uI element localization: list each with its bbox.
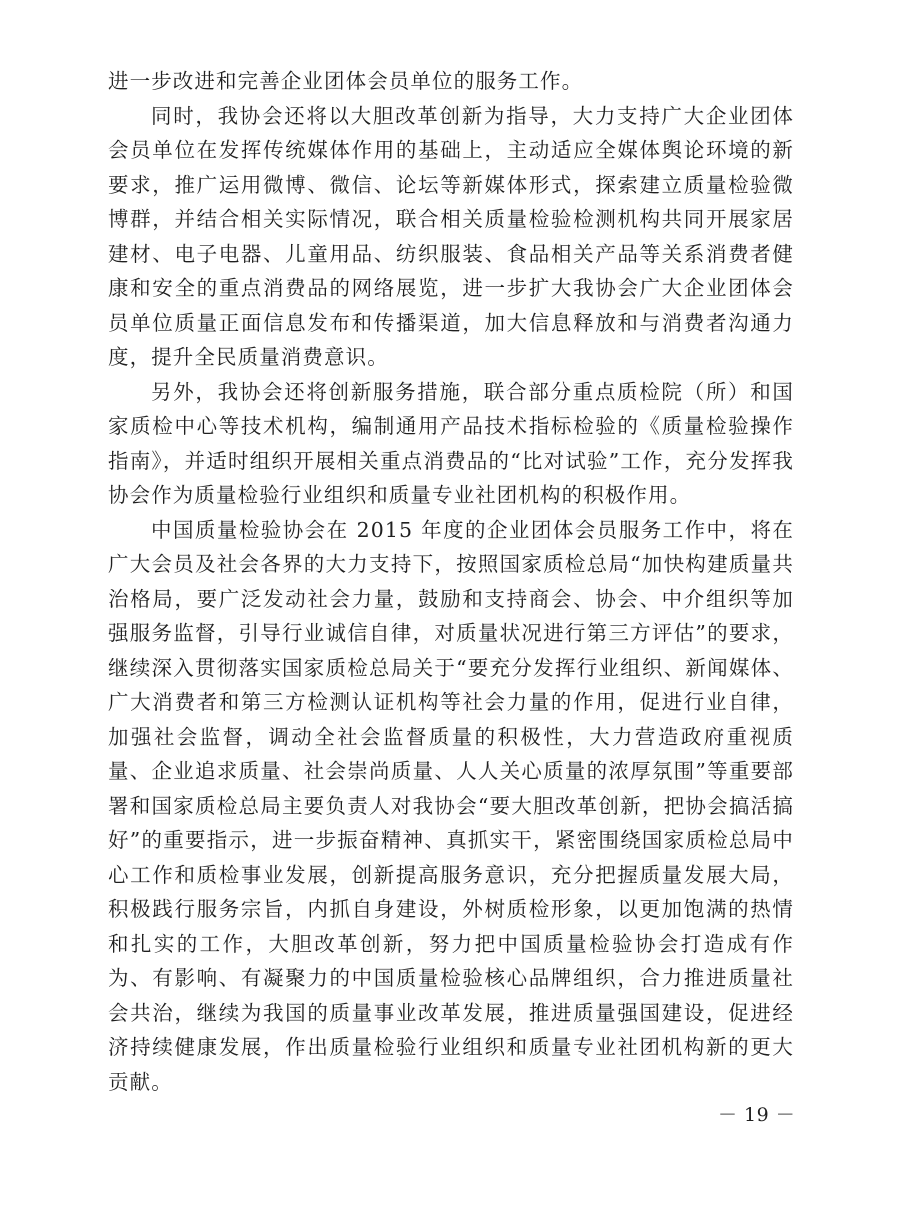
page-number: － 19 － <box>718 1104 796 1126</box>
paragraph-media-outreach: 同时，我协会还将以大胆改革创新为指导，大力支持广大企业团体会员单位在发挥传统媒体作用的基础上，主动适应全媒体舆论环境的新要求，推广运用微博、微信、论坛等新媒体形式，探索建立质量检验微博群，并结合相关实际情况，联合相关质量检验检测机构共同开展家居建材、电子电器、儿童用品、纺织服装、食品相关产品等关系消费者健康和安全的重点消费品的网络展览，进一步扩大我协会广大企业团体会员单位质量正面信息发布和传播渠道，加大信息释放和与消费者沟通力度，提升全民质量消费意识。 <box>108 103 794 369</box>
paragraph-continuation: 进一步改进和完善企业团体会员单位的服务工作。 <box>108 69 584 93</box>
document-body <box>108 64 794 1099</box>
paragraph-service-measures: 另外，我协会还将创新服务措施，联合部分重点质检院（所）和国家质检中心等技术机构，编制通用产品技术指标检验的《质量检验操作指南》，并适时组织开展相关重点消费品的“比对试验”工作，充分发挥我协会作为质量检验行业组织和质量专业社团机构的积极作用。 <box>108 379 794 507</box>
paragraph-annual-plan: 中国质量检验协会在 2015 年度的企业团体会员服务工作中，将在广大会员及社会各界的大力支持下，按照国家质检总局“加快构建质量共治格局，要广泛发动社会力量，鼓励和支持商会、协会、中介组织等加强服务监督，引导行业诚信自律，对质量状况进行第三方评估”的要求，继续深入贯彻落实国家质检总局关于“要充分发挥行业组织、新闻媒体、广大消费者和第三方检测认证机构等社会力量的作用，促进行业自律，加强社会监督，调动全社会监督质量的积极性，大力营造政府重视质量、企业追求质量、社会崇尚质量、人人关心质量的浓厚氛围”等重要部署和国家质检总局主要负责人对我协会“要大胆改革创新，把协会搞活搞好”的重要指示，进一步振奋精神、真抓实干，紧密围绕国家质检总局中心工作和质检事业发展，创新提高服务意识，充分把握质量发展大局，积极践行服务宗旨，内抓自身建设，外树质检形象，以更加饱满的热情和扎实的工作，大胆改革创新，努力把中国质量检验协会打造成有作为、有影响、有凝聚力的中国质量检验核心品牌组织，合力推进质量社会共治，继续为我国的质量事业改革发展，推进质量强国建设，促进经济持续健康发展，作出质量检验行业组织和质量专业社团机构新的更大贡献。 <box>108 517 794 1094</box>
